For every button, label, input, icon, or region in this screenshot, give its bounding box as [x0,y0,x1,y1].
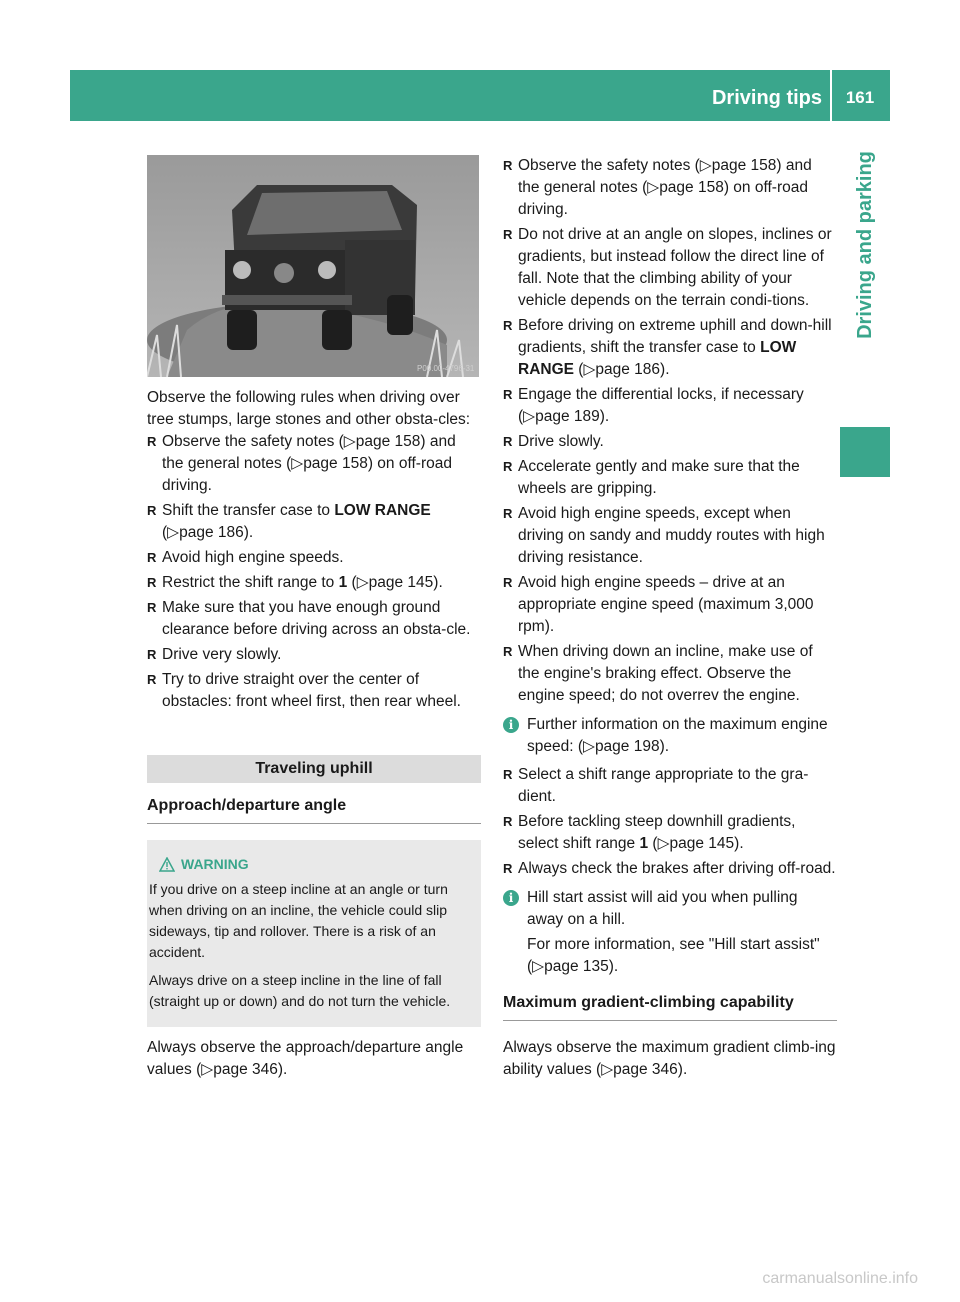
warning-text-2: Always drive on a steep incline in the line of fall (straight up or down) and do not turn the vehicle. [149,972,451,1009]
right-rules-list-2 [503,764,837,880]
list-item: R Avoid high engine speeds, except when driving on sandy and muddy routes with high driving resistance. [503,505,825,566]
vehicle-photo [147,155,479,377]
warning-header [159,854,475,875]
subheading-gradient-climbing: Maximum gradient-climbing capability [503,992,837,1021]
chapter-title: Driving tips [711,87,822,109]
list-item: R Do not drive at an angle on slopes, inclines or gradients, but instead follow the direct line of fall. Note that the climbing ability of your vehicle depends on the terrain condi-tions. [503,226,832,309]
warning-text-1: If you drive on a steep incline at an angle or turn when driving on an incline, the vehicle could slip sideways, tip and rollover. There is a risk of an accident. [149,881,448,960]
list-item: R Engage the differential locks, if necessary (▷page 189). [503,386,804,425]
warning-box [147,840,481,1027]
list-item: R Always check the brakes after driving off-road. [503,860,836,877]
right-column [503,155,837,1081]
left-outro: Always observe the approach/departure angle values (▷page 346). [147,1039,464,1078]
list-item: R When driving down an incline, make use of the engine's braking effect. Observe the engine speed; do not overrev the engine. [503,643,813,704]
list-item: R Avoid high engine speeds. [147,549,344,566]
info-icon: i [503,717,519,733]
left-intro: Observe the following rules when driving over tree stumps, large stones and other obsta-cles: [147,389,471,428]
right-outro: Always observe the maximum gradient climb-ing ability values (▷page 346). [503,1039,836,1078]
list-item: R Observe the safety notes (▷page 158) and the general notes (▷page 158) on off-road driving. [503,157,812,218]
right-rules-list [503,155,837,707]
header-bar [70,70,890,121]
list-item: R Try to drive straight over the center of obstacles: front wheel first, then rear wheel. [147,671,461,710]
header-separator [830,70,832,121]
left-rules-list [147,431,481,713]
list-item: R Make sure that you have enough ground clearance before driving across an obsta-cle. [147,599,471,638]
list-item: R Select a shift range appropriate to the gra-dient. [503,766,809,805]
left-column [147,155,481,1081]
watermark: carmanualsonline.info [762,1270,918,1287]
page-number: 161 [845,88,875,107]
info-note-hill-start: i Hill start assist will aid you when pulling away on a hill. For more information, see "Hill start assist" (▷page 135). [503,887,837,978]
list-item: R Accelerate gently and make sure that the wheels are gripping. [503,458,800,497]
side-tab-marker [840,427,890,477]
list-item: R Before tackling steep downhill gradients, select shift range 1 (▷page 145). [503,813,796,852]
info-icon: i [503,890,519,906]
section-title: Traveling uphill [147,755,481,783]
image-code: P00.00-4796-31 [417,364,475,373]
info-note-engine-speed: i Further information on the maximum engine speed: (▷page 198). [503,714,837,758]
list-item: R Drive very slowly. [147,646,282,663]
list-item: R Observe the safety notes (▷page 158) and the general notes (▷page 158) on off-road driving. [147,433,456,494]
side-tab-label: Driving and parking [854,151,876,339]
side-tab [840,151,890,339]
warning-label: WARNING [181,856,249,872]
warning-triangle-icon [159,857,175,872]
list-item: R Avoid high engine speeds – drive at an appropriate engine speed (maximum 3,000 rpm). [503,574,814,635]
subheading-approach-angle: Approach/departure angle [147,795,481,824]
list-item: R Restrict the shift range to 1 (▷page 145). [147,574,443,591]
list-item: R Before driving on extreme uphill and down-hill gradients, shift the transfer case to LOW RANGE (▷page 186). [503,317,832,378]
list-item: R Shift the transfer case to LOW RANGE (▷page 186). [147,502,431,541]
list-item: R Drive slowly. [503,433,604,450]
